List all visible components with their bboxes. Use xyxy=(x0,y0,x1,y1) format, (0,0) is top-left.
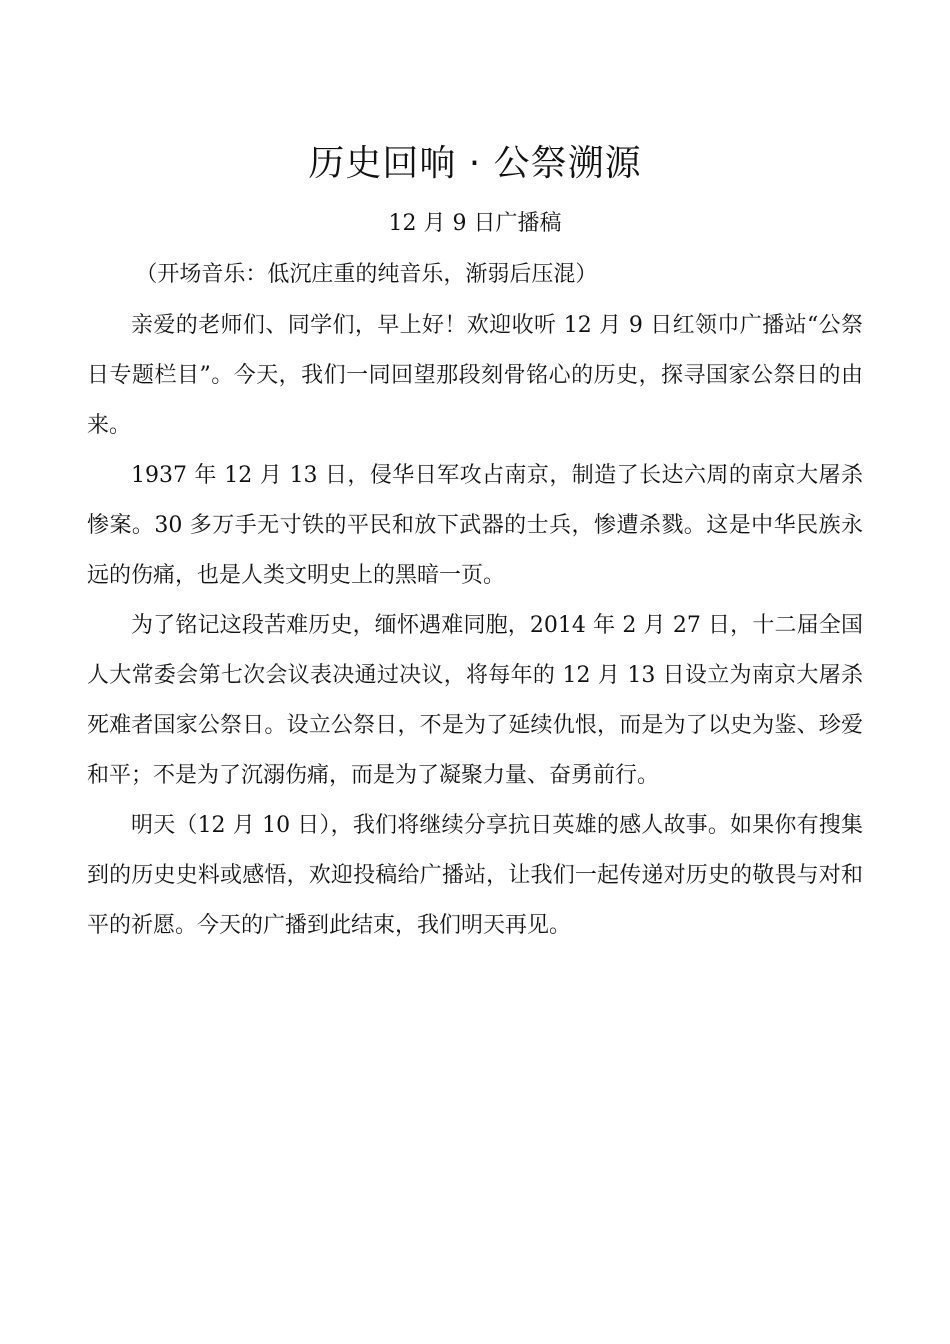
document-body xyxy=(87,255,863,951)
document-subtitle: 12 月 9 日广播稿 xyxy=(388,211,562,236)
paragraph-closing: 明天（12 月 10 日），我们将继续分享抗日英雄的感人故事。如果你有搜集到的历史史料或感悟，欢迎投稿给广播站，让我们一起传递对历史的敬畏与对和平的祈愿。今天的广播到此结束，我们明天再见。 xyxy=(87,813,863,938)
paragraph-history: 1937 年 12 月 13 日，侵华日军攻占南京，制造了长达六周的南京大屠杀惨案。30 多万手无寸铁的平民和放下武器的士兵，惨遭杀戮。这是中华民族永远的伤痛，也是人类文明史上的黑暗一页。 xyxy=(87,463,863,588)
music-cue: （开场音乐：低沉庄重的纯音乐，渐弱后压混） xyxy=(135,262,598,287)
paragraph-greeting: 亲爱的老师们、同学们，早上好！欢迎收听 12 月 9 日红领巾广播站“公祭日专题栏目”。今天，我们一同回望那段刻骨铭心的历史，探寻国家公祭日的由来。 xyxy=(87,313,863,438)
document-title: 历史回响 · 公祭溯源 xyxy=(308,143,642,184)
paragraph-memorial-day: 为了铭记这段苦难历史，缅怀遇难同胞，2014 年 2 月 27 日，十二届全国人大常委会第七次会议表决通过决议，将每年的 12 月 13 日设立为南京大屠杀死难者国家公祭日。设立公祭日，不是为了延续仇恨，而是为了以史为鉴、珍爱和平；不是为了沉溺伤痛，而是为了凝聚力量、奋勇前行。 xyxy=(87,613,863,788)
